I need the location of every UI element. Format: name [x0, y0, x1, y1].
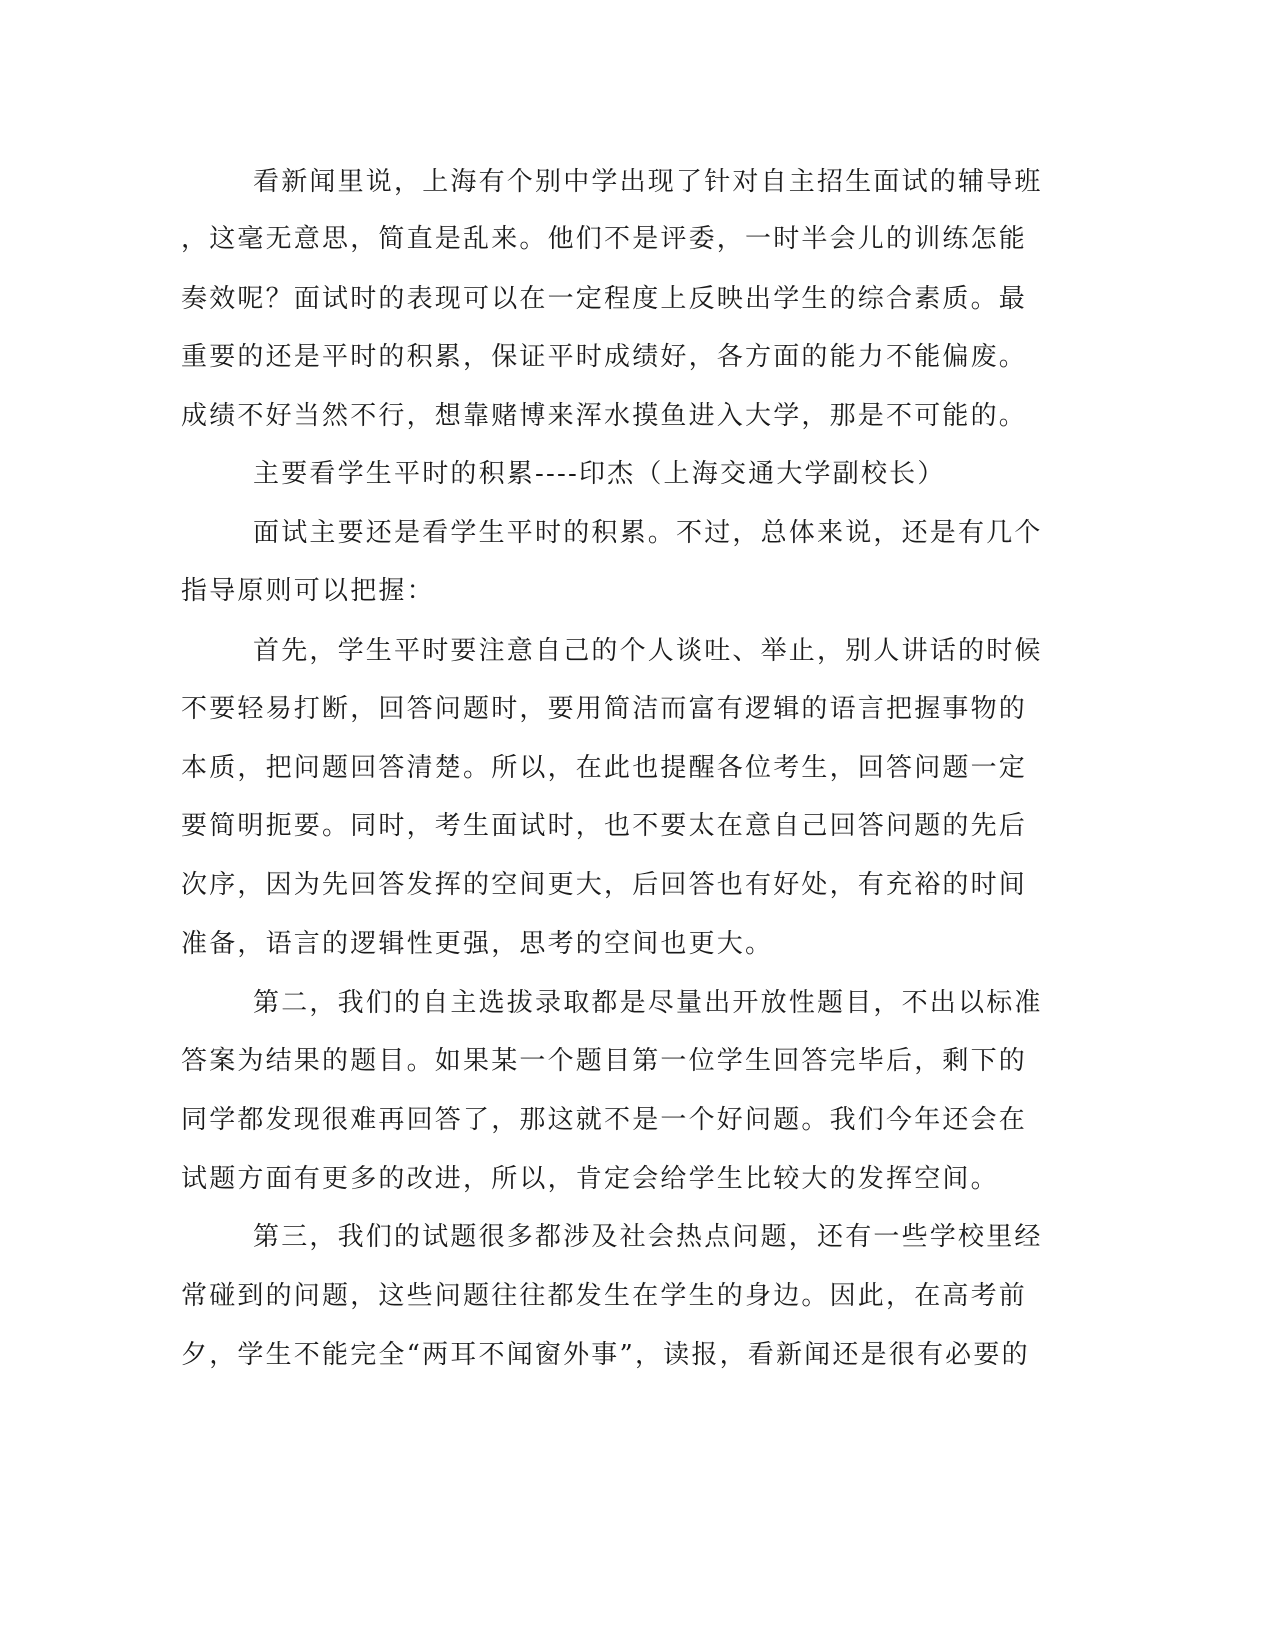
text-line: 第三，我们的试题很多都涉及社会热点问题，还有一些学校里经 — [253, 1222, 1043, 1252]
text-line: 面试主要还是看学生平时的积累。不过，总体来说，还是有几个 — [253, 518, 1043, 548]
text-line: 试题方面有更多的改进，所以，肯定会给学生比较大的发挥空间。 — [181, 1164, 999, 1194]
subheading-line: 主要看学生平时的积累----印杰（上海交通大学副校长） — [253, 459, 946, 489]
text-line: 成绩不好当然不行，想靠赌博来浑水摸鱼进入大学，那是不可能的。 — [181, 401, 1028, 431]
text-line: 重要的还是平时的积累，保证平时成绩好，各方面的能力不能偏废。 — [181, 342, 1028, 372]
text-line: 要简明扼要。同时，考生面试时，也不要太在意自己回答问题的先后 — [181, 811, 1028, 841]
text-line: 指导原则可以把握： — [181, 576, 435, 606]
text-line: 同学都发现很难再回答了，那这就不是一个好问题。我们今年还会在 — [181, 1105, 1028, 1135]
text-line: 常碰到的问题，这些问题往往都发生在学生的身边。因此，在高考前 — [181, 1281, 1028, 1311]
text-line: 看新闻里说，上海有个别中学出现了针对自主招生面试的辅导班 — [253, 167, 1043, 197]
text-line: 不要轻易打断，回答问题时，要用简洁而富有逻辑的语言把握事物的 — [181, 694, 1028, 724]
text-line: 夕，学生不能完全“两耳不闻窗外事”，读报，看新闻还是很有必要的 — [181, 1340, 1030, 1370]
text-line: 准备，语言的逻辑性更强，思考的空间也更大。 — [181, 929, 774, 959]
text-line: 答案为结果的题目。如果某一个题目第一位学生回答完毕后，剩下的 — [181, 1046, 1028, 1076]
text-line: ，这毫无意思，简直是乱来。他们不是评委，一时半会儿的训练怎能 — [181, 224, 1028, 254]
text-line: 奏效呢？面试时的表现可以在一定程度上反映出学生的综合素质。最 — [181, 284, 1028, 314]
text-line: 第二，我们的自主选拔录取都是尽量出开放性题目，不出以标准 — [253, 988, 1043, 1018]
text-line: 首先，学生平时要注意自己的个人谈吐、举止，别人讲话的时候 — [253, 636, 1043, 666]
text-line: 本质，把问题回答清楚。所以，在此也提醒各位考生，回答问题一定 — [181, 753, 1028, 783]
text-line: 次序，因为先回答发挥的空间更大，后回答也有好处，有充裕的时间 — [181, 870, 1028, 900]
